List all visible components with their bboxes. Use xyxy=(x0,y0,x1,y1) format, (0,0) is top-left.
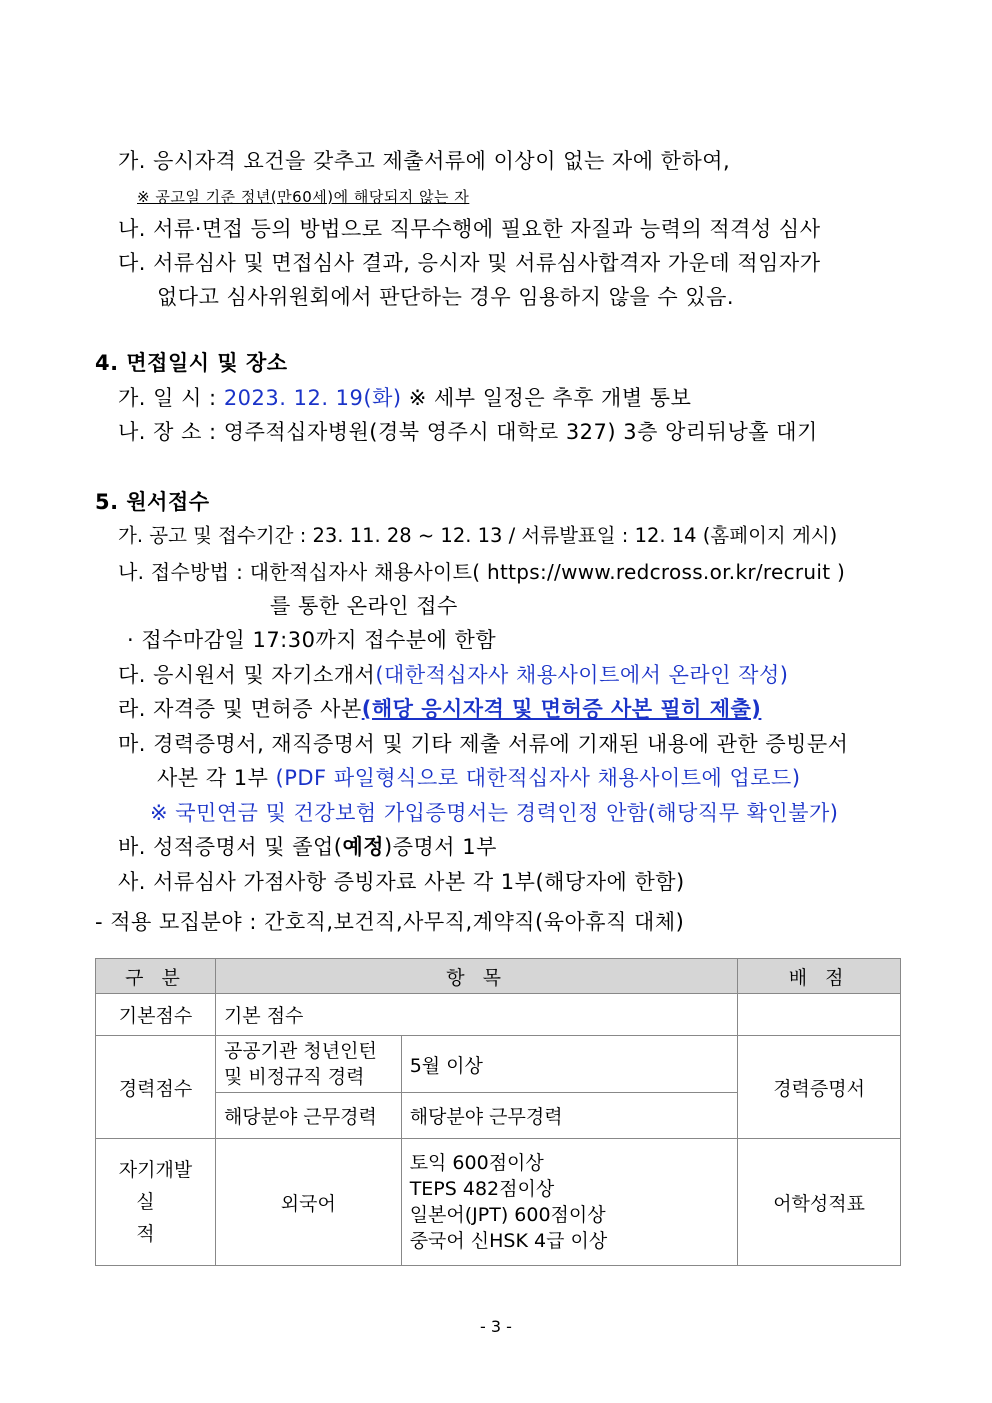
criteria-na: 나. 서류·면접 등의 방법으로 직무수행에 필요한 자질과 능력의 적격성 심사 xyxy=(118,217,821,241)
criteria-da-line1: 다. 서류심사 및 면접심사 결과, 응시자 및 서류심사합격자 가운데 적임자가 xyxy=(118,251,821,275)
basic-item: 기본 점수 xyxy=(215,994,737,1036)
application-ma-line2 xyxy=(157,763,801,793)
self-category-line2: 실 적 xyxy=(136,1191,195,1245)
career-score: 경력증명서 xyxy=(738,1036,901,1139)
application-ma-copies: 사본 각 1부 xyxy=(157,766,276,790)
career-sub1-line1: 공공기관 청년인턴 xyxy=(223,1040,377,1062)
application-fields: - 적용 모집분야 : 간호직,보건직,사무직,계약직(육아휴직 대체) xyxy=(95,910,685,934)
application-ma-line1: 마. 경력증명서, 재직증명서 및 기타 제출 서류에 기재된 내용에 관한 증빙문서 xyxy=(118,732,849,756)
self-value-1: 토익 600점이상 xyxy=(409,1152,544,1174)
interview-date xyxy=(118,383,691,413)
table-row-career-1 xyxy=(96,1036,901,1093)
page-number: - 3 - xyxy=(480,1317,512,1336)
career-sub1 xyxy=(215,1036,401,1093)
self-value-2: TEPS 482점이상 xyxy=(409,1178,555,1200)
application-da-note: (대한적십자사 채용사이트에서 온라인 작성) xyxy=(375,663,789,687)
header-category: 구 분 xyxy=(96,959,216,994)
header-score: 배 점 xyxy=(738,959,901,994)
application-ra-note: (해당 응시자격 및 면허증 사본 필히 제출) xyxy=(361,697,762,721)
career-val2: 해당분야 근무경력 xyxy=(401,1093,738,1139)
career-category: 경력점수 xyxy=(96,1036,216,1139)
self-score: 어학성적표 xyxy=(738,1139,901,1266)
self-category xyxy=(96,1139,216,1266)
section-heading-application: 5. 원서접수 xyxy=(95,490,210,514)
application-method-line1: 나. 접수방법 : 대한적십자사 채용사이트( https://www.redcross.or.kr/recruit ) xyxy=(118,560,846,584)
application-ba-prefix: 바. 성적증명서 및 졸업( xyxy=(118,835,343,859)
basic-score xyxy=(738,994,901,1036)
self-category-line1: 자기개발 xyxy=(118,1159,193,1181)
interview-place: 나. 장 소 : 영주적십자병원(경북 영주시 대학로 327) 3층 앙리뒤낭홀 대기 xyxy=(118,420,818,444)
application-ba-bold: 예정 xyxy=(342,835,385,859)
career-sub2: 해당분야 근무경력 xyxy=(215,1093,401,1139)
header-item: 항 목 xyxy=(215,959,737,994)
section-heading-interview: 4. 면접일시 및 장소 xyxy=(95,351,288,375)
interview-date-label: 가. 일 시 : xyxy=(118,386,224,410)
self-item: 외국어 xyxy=(215,1139,401,1266)
career-sub1-line2: 및 비정규직 경력 xyxy=(223,1066,365,1088)
application-ma-upload-note: (PDF 파일형식으로 대한적십자사 채용사이트에 업로드) xyxy=(275,766,801,790)
table-row-basic xyxy=(96,994,901,1036)
self-value-4: 중국어 신HSK 4급 이상 xyxy=(409,1230,608,1252)
application-period: 가. 공고 및 접수기간 : 23. 11. 28 ~ 12. 13 / 서류발표일 : 12. 14 (홈페이지 게시) xyxy=(118,524,838,547)
criteria-ga: 가. 응시자격 요건을 갖추고 제출서류에 이상이 없는 자에 한하여, xyxy=(118,149,731,173)
self-values xyxy=(401,1139,738,1266)
score-table xyxy=(95,958,901,1266)
interview-date-value: 2023. 12. 19(화) xyxy=(223,386,402,410)
application-da-text: 다. 응시원서 및 자기소개서 xyxy=(118,663,376,687)
table-row-self xyxy=(96,1139,901,1266)
application-ba xyxy=(118,832,497,862)
application-deadline: · 접수마감일 17:30까지 접수분에 한함 xyxy=(127,628,497,652)
self-value-3: 일본어(JPT) 600점이상 xyxy=(409,1204,606,1226)
application-da xyxy=(118,660,788,690)
career-val1: 5월 이상 xyxy=(401,1036,738,1093)
table-header-row xyxy=(96,959,901,994)
criteria-note: ※ 공고일 기준 정년(만60세)에 해당되지 않는 자 xyxy=(137,188,470,206)
application-ra-text: 라. 자격증 및 면허증 사본 xyxy=(118,697,362,721)
application-sa: 사. 서류심사 가점사항 증빙자료 사본 각 1부(해당자에 한함) xyxy=(118,870,685,894)
application-ba-suffix: )증명서 1부 xyxy=(384,835,497,859)
application-ra xyxy=(118,694,761,724)
application-ma-note: ※ 국민연금 및 건강보험 가입증명서는 경력인정 안함(해당직무 확인불가) xyxy=(150,801,839,825)
interview-date-note: ※ 세부 일정은 추후 개별 통보 xyxy=(401,386,692,410)
application-method-line2: 를 통한 온라인 접수 xyxy=(270,594,458,618)
criteria-da-line2: 없다고 심사위원회에서 판단하는 경우 임용하지 않을 수 있음. xyxy=(157,285,735,309)
basic-category: 기본점수 xyxy=(96,994,216,1036)
